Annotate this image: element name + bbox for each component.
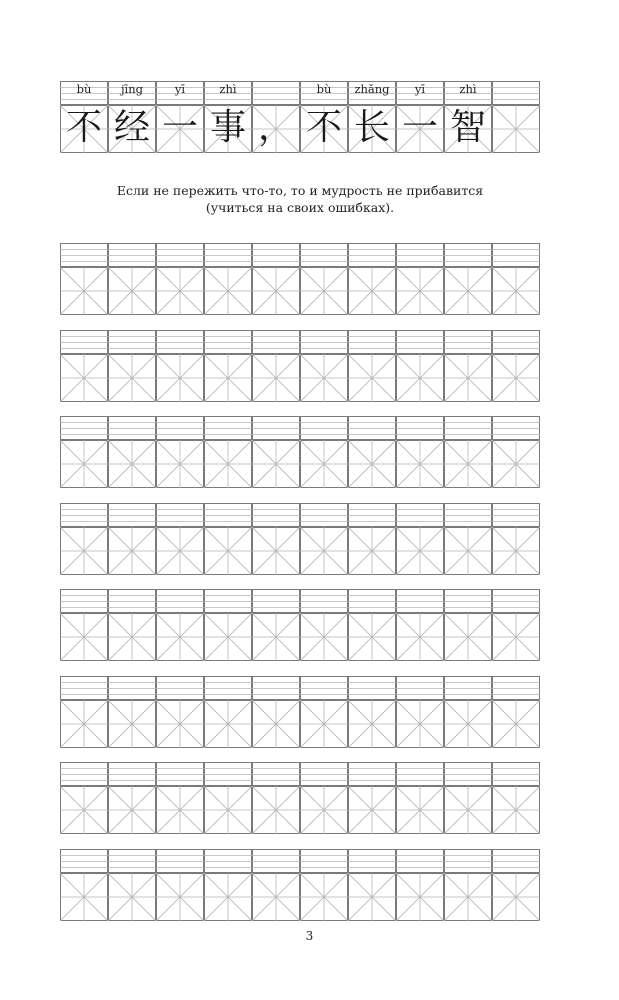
pinyin-cell bbox=[108, 243, 156, 267]
pinyin-row bbox=[60, 589, 540, 613]
pinyin-cell bbox=[204, 330, 252, 354]
pinyin-cell bbox=[492, 81, 540, 105]
pinyin-cell bbox=[252, 676, 300, 700]
pinyin-cell bbox=[300, 416, 348, 440]
pinyin-row bbox=[60, 243, 540, 267]
pinyin-cell bbox=[300, 330, 348, 354]
character-cell bbox=[204, 105, 252, 153]
pinyin-cell bbox=[204, 416, 252, 440]
pinyin-cell bbox=[204, 762, 252, 786]
pinyin-cell bbox=[348, 589, 396, 613]
pinyin-row bbox=[60, 676, 540, 700]
pinyin-cell bbox=[252, 416, 300, 440]
character-cell[interactable] bbox=[492, 527, 540, 575]
character-cell[interactable] bbox=[396, 527, 444, 575]
character-row bbox=[60, 267, 540, 315]
character-cell[interactable] bbox=[300, 267, 348, 315]
pinyin-cell bbox=[156, 849, 204, 873]
character-row bbox=[60, 527, 540, 575]
character-cell bbox=[252, 105, 300, 153]
character-cell[interactable] bbox=[108, 527, 156, 575]
character-cell[interactable] bbox=[300, 700, 348, 748]
pinyin-cell bbox=[108, 849, 156, 873]
character-cell[interactable] bbox=[156, 700, 204, 748]
hanzi-character: 长 bbox=[353, 107, 390, 148]
character-row bbox=[60, 440, 540, 488]
pinyin-cell bbox=[108, 330, 156, 354]
pinyin-cell bbox=[492, 589, 540, 613]
pinyin-cell bbox=[492, 416, 540, 440]
character-cell[interactable] bbox=[156, 527, 204, 575]
character-cell[interactable] bbox=[252, 267, 300, 315]
character-cell[interactable] bbox=[348, 354, 396, 402]
character-cell[interactable] bbox=[396, 354, 444, 402]
character-cell[interactable] bbox=[156, 354, 204, 402]
pinyin-cell bbox=[444, 330, 492, 354]
pinyin-cell bbox=[444, 762, 492, 786]
character-cell[interactable] bbox=[300, 873, 348, 921]
character-cell[interactable] bbox=[204, 613, 252, 661]
character-cell[interactable] bbox=[492, 440, 540, 488]
character-cell[interactable] bbox=[492, 786, 540, 834]
character-cell[interactable] bbox=[444, 700, 492, 748]
pinyin-cell bbox=[444, 589, 492, 613]
character-cell[interactable] bbox=[492, 267, 540, 315]
character-cell[interactable] bbox=[348, 267, 396, 315]
practice-grid-row bbox=[60, 416, 540, 488]
pinyin-cell bbox=[348, 243, 396, 267]
pinyin-cell bbox=[252, 330, 300, 354]
character-row bbox=[60, 700, 540, 748]
pinyin-cell bbox=[204, 503, 252, 527]
character-cell[interactable] bbox=[300, 440, 348, 488]
pinyin-cell bbox=[60, 503, 108, 527]
character-row bbox=[60, 105, 540, 153]
character-cell[interactable] bbox=[300, 613, 348, 661]
character-cell[interactable] bbox=[108, 873, 156, 921]
character-cell[interactable] bbox=[492, 873, 540, 921]
character-cell[interactable] bbox=[252, 700, 300, 748]
pinyin-cell bbox=[444, 81, 492, 105]
practice-grid-row bbox=[60, 849, 540, 921]
pinyin-cell bbox=[60, 243, 108, 267]
pinyin-syllable: zhì bbox=[219, 82, 237, 96]
hanzi-character: 一 bbox=[161, 107, 198, 148]
pinyin-cell bbox=[60, 416, 108, 440]
hanzi-character: 不 bbox=[65, 107, 102, 148]
character-cell[interactable] bbox=[396, 267, 444, 315]
pinyin-syllable: bù bbox=[76, 82, 92, 96]
pinyin-cell bbox=[156, 81, 204, 105]
character-row bbox=[60, 873, 540, 921]
proverb-grid bbox=[60, 81, 540, 153]
pinyin-cell bbox=[300, 676, 348, 700]
character-cell[interactable] bbox=[156, 873, 204, 921]
pinyin-cell bbox=[348, 849, 396, 873]
character-cell[interactable] bbox=[348, 873, 396, 921]
hanzi-character: 智 bbox=[449, 107, 486, 148]
pinyin-row bbox=[60, 416, 540, 440]
pinyin-cell bbox=[204, 589, 252, 613]
character-cell[interactable] bbox=[444, 354, 492, 402]
pinyin-cell bbox=[156, 330, 204, 354]
pinyin-row bbox=[60, 762, 540, 786]
pinyin-syllable: bù bbox=[316, 82, 332, 96]
pinyin-cell bbox=[204, 849, 252, 873]
pinyin-cell bbox=[396, 243, 444, 267]
character-cell[interactable] bbox=[396, 613, 444, 661]
pinyin-cell bbox=[156, 416, 204, 440]
practice-grid-row bbox=[60, 762, 540, 834]
character-cell[interactable] bbox=[60, 786, 108, 834]
pinyin-cell bbox=[252, 762, 300, 786]
translation-line-2: (учиться на своих ошибках). bbox=[205, 199, 395, 215]
pinyin-cell bbox=[156, 503, 204, 527]
character-cell[interactable] bbox=[204, 440, 252, 488]
pinyin-row bbox=[60, 81, 540, 105]
pinyin-cell bbox=[156, 676, 204, 700]
pinyin-cell bbox=[300, 589, 348, 613]
practice-grid-row bbox=[60, 330, 540, 402]
character-cell[interactable] bbox=[156, 786, 204, 834]
pinyin-syllable: yī bbox=[414, 82, 426, 96]
character-cell[interactable] bbox=[204, 527, 252, 575]
character-cell[interactable] bbox=[108, 613, 156, 661]
character-cell bbox=[348, 105, 396, 153]
pinyin-cell bbox=[396, 676, 444, 700]
pinyin-cell bbox=[60, 330, 108, 354]
character-cell[interactable] bbox=[156, 440, 204, 488]
character-cell[interactable] bbox=[252, 613, 300, 661]
character-cell bbox=[492, 105, 540, 153]
character-cell[interactable] bbox=[156, 267, 204, 315]
character-row bbox=[60, 786, 540, 834]
pinyin-syllable: yī bbox=[174, 82, 186, 96]
translation-caption bbox=[60, 183, 540, 216]
pinyin-cell bbox=[396, 589, 444, 613]
pinyin-cell bbox=[348, 676, 396, 700]
character-cell[interactable] bbox=[60, 873, 108, 921]
character-cell[interactable] bbox=[108, 354, 156, 402]
pinyin-cell bbox=[60, 676, 108, 700]
pinyin-cell bbox=[204, 243, 252, 267]
practice-grid-row bbox=[60, 243, 540, 315]
pinyin-cell bbox=[156, 762, 204, 786]
character-cell[interactable] bbox=[108, 267, 156, 315]
character-cell[interactable] bbox=[204, 354, 252, 402]
character-cell[interactable] bbox=[60, 527, 108, 575]
pinyin-cell bbox=[300, 503, 348, 527]
character-cell[interactable] bbox=[252, 786, 300, 834]
pinyin-cell bbox=[252, 243, 300, 267]
pinyin-cell bbox=[204, 81, 252, 105]
character-cell[interactable] bbox=[156, 613, 204, 661]
pinyin-cell bbox=[300, 81, 348, 105]
character-cell[interactable] bbox=[108, 440, 156, 488]
character-cell[interactable] bbox=[444, 786, 492, 834]
pinyin-cell bbox=[396, 762, 444, 786]
pinyin-cell bbox=[204, 676, 252, 700]
character-cell bbox=[60, 105, 108, 153]
pinyin-cell bbox=[492, 676, 540, 700]
character-row bbox=[60, 613, 540, 661]
pinyin-cell bbox=[348, 81, 396, 105]
character-cell[interactable] bbox=[300, 354, 348, 402]
character-cell[interactable] bbox=[252, 873, 300, 921]
character-cell[interactable] bbox=[204, 873, 252, 921]
character-cell[interactable] bbox=[396, 786, 444, 834]
pinyin-cell bbox=[60, 762, 108, 786]
character-cell[interactable] bbox=[492, 700, 540, 748]
pinyin-cell bbox=[300, 849, 348, 873]
character-cell[interactable] bbox=[60, 440, 108, 488]
pinyin-cell bbox=[108, 416, 156, 440]
pinyin-cell bbox=[444, 849, 492, 873]
page-number: 3 bbox=[305, 929, 314, 943]
pinyin-syllable: zhǎng bbox=[354, 82, 390, 96]
character-cell[interactable] bbox=[204, 786, 252, 834]
character-cell[interactable] bbox=[444, 527, 492, 575]
hanzi-character: 一 bbox=[401, 107, 438, 148]
pinyin-cell bbox=[492, 762, 540, 786]
pinyin-cell bbox=[348, 416, 396, 440]
character-cell[interactable] bbox=[300, 527, 348, 575]
character-cell bbox=[444, 105, 492, 153]
pinyin-cell bbox=[60, 849, 108, 873]
character-cell[interactable] bbox=[348, 786, 396, 834]
character-cell[interactable] bbox=[252, 527, 300, 575]
pinyin-cell bbox=[252, 849, 300, 873]
pinyin-cell bbox=[300, 762, 348, 786]
pinyin-cell bbox=[492, 849, 540, 873]
pinyin-cell bbox=[492, 330, 540, 354]
character-cell[interactable] bbox=[396, 440, 444, 488]
character-cell[interactable] bbox=[108, 700, 156, 748]
pinyin-row bbox=[60, 849, 540, 873]
character-cell[interactable] bbox=[348, 613, 396, 661]
character-cell[interactable] bbox=[60, 267, 108, 315]
pinyin-cell bbox=[300, 243, 348, 267]
character-cell[interactable] bbox=[348, 527, 396, 575]
pinyin-cell bbox=[492, 503, 540, 527]
hanzi-character: 经 bbox=[113, 107, 150, 148]
pinyin-cell bbox=[252, 589, 300, 613]
character-cell bbox=[156, 105, 204, 153]
practice-grid-row bbox=[60, 589, 540, 661]
pinyin-cell bbox=[60, 589, 108, 613]
character-cell bbox=[396, 105, 444, 153]
character-cell[interactable] bbox=[396, 700, 444, 748]
pinyin-cell bbox=[444, 416, 492, 440]
pinyin-cell bbox=[252, 503, 300, 527]
character-cell[interactable] bbox=[60, 613, 108, 661]
practice-grid-row bbox=[60, 503, 540, 575]
pinyin-cell bbox=[492, 243, 540, 267]
pinyin-cell bbox=[444, 243, 492, 267]
pinyin-cell bbox=[108, 589, 156, 613]
pinyin-cell bbox=[348, 762, 396, 786]
character-cell[interactable] bbox=[60, 354, 108, 402]
pinyin-cell bbox=[108, 81, 156, 105]
pinyin-cell bbox=[60, 81, 108, 105]
hanzi-character: 事 bbox=[209, 107, 246, 148]
character-cell[interactable] bbox=[204, 700, 252, 748]
pinyin-cell bbox=[108, 676, 156, 700]
character-cell[interactable] bbox=[444, 267, 492, 315]
character-cell[interactable] bbox=[348, 440, 396, 488]
pinyin-cell bbox=[156, 589, 204, 613]
character-cell[interactable] bbox=[60, 700, 108, 748]
character-cell bbox=[108, 105, 156, 153]
character-row bbox=[60, 354, 540, 402]
character-cell[interactable] bbox=[252, 440, 300, 488]
pinyin-cell bbox=[444, 676, 492, 700]
pinyin-cell bbox=[156, 243, 204, 267]
pinyin-cell bbox=[396, 503, 444, 527]
pinyin-row bbox=[60, 503, 540, 527]
pinyin-row bbox=[60, 330, 540, 354]
practice-grid-row bbox=[60, 676, 540, 748]
character-cell[interactable] bbox=[108, 786, 156, 834]
pinyin-cell bbox=[396, 330, 444, 354]
character-cell[interactable] bbox=[492, 354, 540, 402]
character-cell[interactable] bbox=[444, 440, 492, 488]
character-cell[interactable] bbox=[348, 700, 396, 748]
character-cell bbox=[300, 105, 348, 153]
character-cell[interactable] bbox=[204, 267, 252, 315]
pinyin-cell bbox=[396, 81, 444, 105]
pinyin-cell bbox=[348, 503, 396, 527]
hanzi-character bbox=[492, 105, 540, 153]
pinyin-cell bbox=[444, 503, 492, 527]
character-cell[interactable] bbox=[492, 613, 540, 661]
pinyin-cell bbox=[396, 849, 444, 873]
character-cell[interactable] bbox=[252, 354, 300, 402]
pinyin-cell bbox=[348, 330, 396, 354]
pinyin-cell bbox=[108, 762, 156, 786]
character-cell[interactable] bbox=[444, 873, 492, 921]
hanzi-character: ， bbox=[257, 107, 294, 148]
pinyin-syllable: jīng bbox=[120, 82, 143, 96]
hanzi-character: 不 bbox=[305, 107, 342, 148]
character-cell[interactable] bbox=[396, 873, 444, 921]
pinyin-cell bbox=[396, 416, 444, 440]
character-cell[interactable] bbox=[444, 613, 492, 661]
pinyin-cell bbox=[108, 503, 156, 527]
character-cell[interactable] bbox=[300, 786, 348, 834]
pinyin-cell bbox=[252, 81, 300, 105]
pinyin-syllable: zhì bbox=[459, 82, 477, 96]
translation-line-1: Если не пережить что-то, то и мудрость не прибавится bbox=[116, 183, 484, 198]
